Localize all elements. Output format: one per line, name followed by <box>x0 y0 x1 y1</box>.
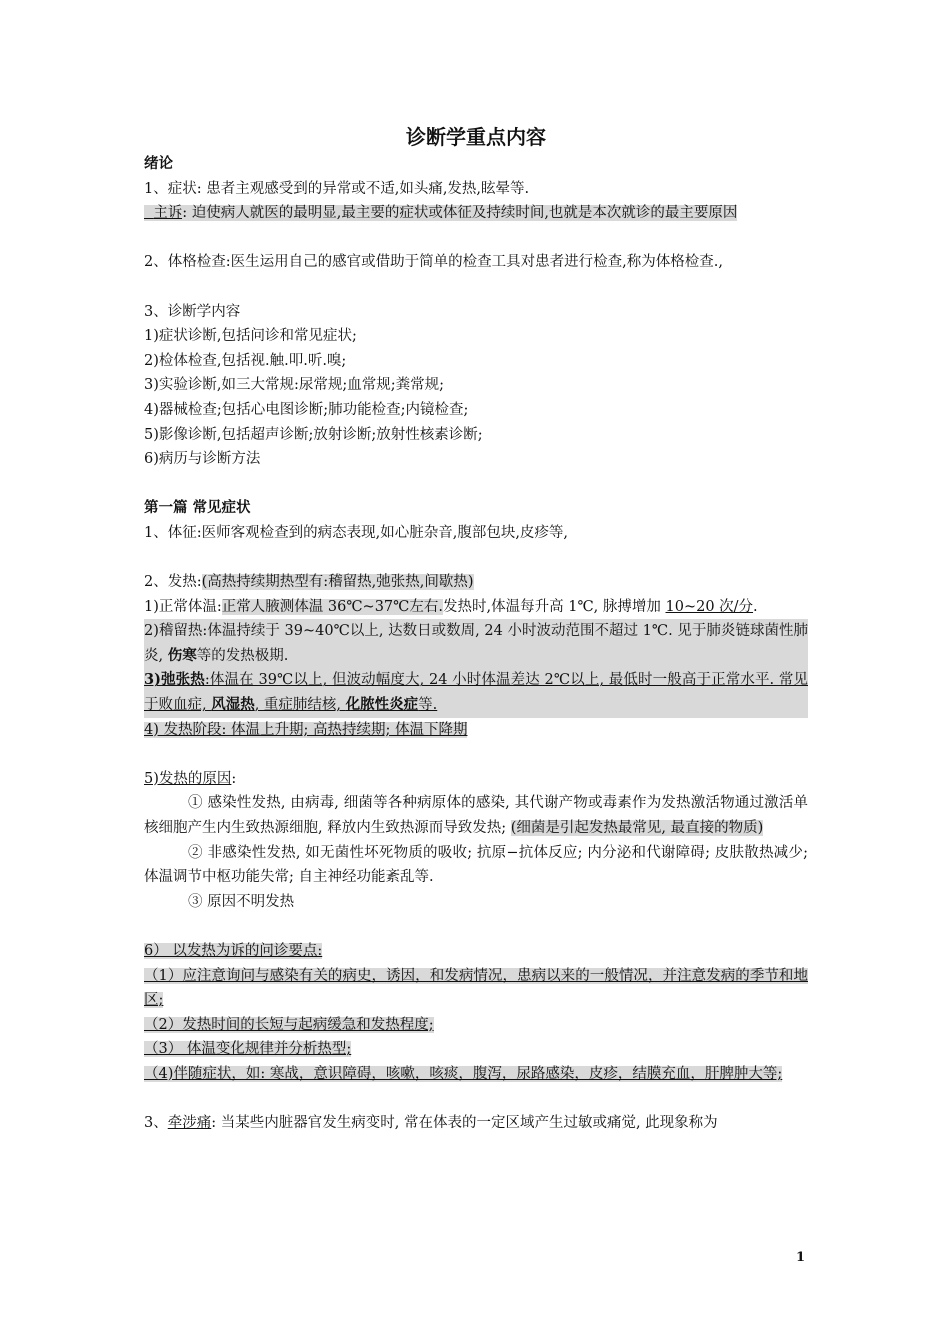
fever-heading: 2、发热:(高热持续期热型有:稽留热,弛张热,间歇热) <box>144 574 474 591</box>
cause-noninfectious: ② 非感染性发热, 如无菌性坏死物质的吸收; 抗原−抗体反应; 内分泌和代谢障碍; 皮肤散热减少; 体温调节中枢功能失常; 自主神经功能紊乱等. <box>144 844 808 886</box>
intro-list-item: 6)病历与诊断方法 <box>144 451 261 468</box>
cause-unknown: ③ 原因不明发热 <box>188 893 295 910</box>
document-body <box>144 122 808 1136</box>
fever-stages: 4) 发热阶段: 体温上升期; 高热持续期; 体温下降期 <box>144 721 468 738</box>
chief-complaint-label: 主诉 <box>144 205 182 221</box>
document-title: 诊断学重点内容 <box>406 125 546 149</box>
part1-heading: 第一篇 常见症状 <box>144 499 251 517</box>
intro-list-item: 4)器械检查;包括心电图诊断;肺功能检查;内镜检查; <box>144 401 469 418</box>
chief-complaint-text: : 迫使病人就医的最明显,最主要的症状或体征及持续时间,也就是本次就诊的最主要原因 <box>182 205 738 222</box>
fever-causes-heading: 5)发热的原因: <box>144 770 237 787</box>
intro-list-item: 1)症状诊断,包括问诊和常见症状; <box>144 328 357 345</box>
fever-continued: 2)稽留热:体温持续于 39~40℃以上, 达数日或数周, 24 小时波动范围不超过 1℃. 见于肺炎链球菌性肺炎, 伤寒等的发热极期. <box>144 619 808 668</box>
fever-normal-temp: 1)正常体温:正常人腋测体温 36℃~37℃左右.发热时,体温每升高 1℃, 脉搏增加 10~20 次/分. <box>144 598 758 615</box>
inquiry-item: （2）发热时间的长短与起病缓急和发热程度; <box>144 1016 434 1033</box>
page-number: 1 <box>795 1250 805 1265</box>
intro-list-item: 3)实验诊断,如三大常规:尿常规;血常规;粪常规; <box>144 377 445 394</box>
intro-list-item: 5)影像诊断,包括超声诊断;放射诊断;放射性核素诊断; <box>144 426 483 443</box>
inquiry-item: （4)伴随症状，如: 寒战，意识障碍，咳嗽，咳痰，腹泻，尿路感染，皮疹，结膜充血，肝脾肿大等; <box>144 1065 783 1082</box>
inquiry-heading: 6） 以发热为诉的问诊要点: <box>144 943 323 959</box>
referred-pain: 3、牵涉痛: 当某些内脏器官发生病变时, 常在体表的一定区域产生过敏或痛觉, 此现象称为 <box>144 1115 718 1132</box>
intro-list-item: 2)检体检查,包括视.触.叩.听.嗅; <box>144 352 347 369</box>
inquiry-item: （3） 体温变化规律并分析热型; <box>144 1041 352 1058</box>
inquiry-item: （1）应注意询问与感染有关的病史，诱因，和发病情况，患病以来的一般情况，并注意发病的季节和地区; <box>144 967 808 1009</box>
intro-chief-complaint <box>144 201 808 226</box>
sign-definition: 1、体征:医师客观检查到的病态表现,如心脏杂音,腹部包块,皮疹等, <box>144 524 569 541</box>
intro-symptom: 1、症状: 患者主观感受到的异常或不适,如头痛,发热,眩晕等. <box>144 180 530 197</box>
intro-content-heading: 3、诊断学内容 <box>144 303 241 320</box>
intro-physical-exam: 2、体格检查:医生运用自己的感官或借助于简单的检查工具对患者进行检查,称为体格检查., <box>144 254 723 271</box>
intro-heading: 绪论 <box>144 155 173 172</box>
fever-remittent: 3)弛张热:体温在 39℃以上, 但波动幅度大, 24 小时体温差达 2℃以上, 最低时一般高于正常水平. 常见于败血症, 风湿热, 重症肺结核, 化脓性炎症等. <box>144 668 808 717</box>
cause-infectious: ① 感染性发热, 由病毒, 细菌等各种病原体的感染, 其代谢产物或毒素作为发热激活物通过激活单核细胞产生内生致热源细胞, 释放内生致热源而导致发热; (细菌是引起发热最常见, 最直接的物质) <box>144 795 808 837</box>
